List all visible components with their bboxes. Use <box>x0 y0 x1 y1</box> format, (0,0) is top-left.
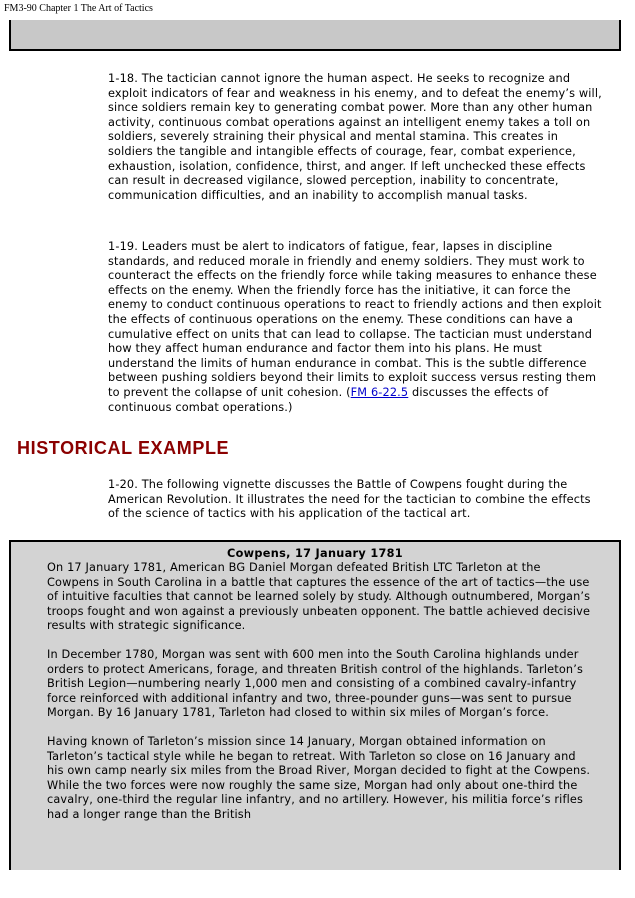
vignette-title: Cowpens, 17 January 1781 <box>227 547 403 560</box>
page-header: FM3-90 Chapter 1 The Art of Tactics <box>4 3 153 14</box>
paragraph-1-18: 1-18. The tactician cannot ignore the human aspect. He seeks to recognize and exploit indicators of fear and weakness in his enemy, and to defeat the enemy’s will, since soldiers remain key to generating combat power. More than any other human activity, continuous combat operations against an intelligent enemy takes a toll on soldiers, severely straining their physical and mental stamina. This creates in soldiers the tangible and intangible effects of courage, fear, combat experience, exhaustion, isolation, confidence, thirst, and anger. If left unchecked these effects can result in decreased vigilance, slowed perception, inability to concentrate, communication difficulties, and an inability to accomplish manual tasks. <box>108 72 602 202</box>
fm-6-22-5-link[interactable]: FM 6-22.5 <box>350 385 409 399</box>
previous-vignette-box-end <box>9 20 621 51</box>
section-heading: HISTORICAL EXAMPLE <box>17 438 230 458</box>
vignette-paragraph: Having known of Tarleton’s mission since 14 January, Morgan obtained information on Tarleton’s tactical style while he began to retreat. With Tarleton so close on 16 January and his own camp nearly six miles from the Broad River, Morgan decided to fight at the Cowpens. While the two forces were now roughly the same size, Morgan had only about one-third the cavalry, one-third the regular line infantry, and no artillery. However, his militia force’s rifles had a longer range than the British <box>47 734 591 821</box>
paragraph-1-19-text-after: discusses the effects of continuous combat operations.) <box>108 385 549 414</box>
cowpens-vignette-box <box>9 540 621 870</box>
vignette-paragraph: In December 1780, Morgan was sent with 600 men into the South Carolina highlands under orders to protect Americans, forage, and threaten British control of the highlands. Tarleton’s British Legion—numbering nearly 1,000 men and consisting of a combined cavalry-infantry force reinforced with additional infantry and two, three-pounder guns—was sent to pursue Morgan. By 16 January 1781, Tarleton had closed to within six miles of Morgan’s force. <box>47 647 583 720</box>
paragraph-1-19-text-before: 1-19. Leaders must be alert to indicators of fatigue, fear, lapses in discipline standards, and reduced morale in friendly and enemy soldiers. They must work to counteract the effects on the friendly force while taking measures to enhance these effects on the enemy. When the friendly force has the initiative, it can force the enemy to conduct continuous operations to react to friendly actions and then exploit the effects of continuous operations on the enemy. These conditions can have a cumulative effect on units that can lead to collapse. The tactician must understand how they affect human endurance and factor them into his plans. He must understand the limits of human endurance in combat. This is the subtle difference between pushing soldiers beyond their limits to exploit success versus resting them to prevent the collapse of unit cohesion. ( <box>108 240 602 399</box>
vignette-paragraph: On 17 January 1781, American BG Daniel Morgan defeated British LTC Tarleton at the Cowpens in South Carolina in a battle that captures the essence of the art of tactics—the use of intuitive faculties that cannot be learned solely by study. Although outnumbered, Morgan’s troops fought and won against a previously unbeaten opponent. The battle achieved decisive results with strategic significance. <box>47 561 591 633</box>
paragraph-1-19 <box>108 240 602 415</box>
paragraph-1-20: 1-20. The following vignette discusses the Battle of Cowpens fought during the American Revolution. It illustrates the need for the tactician to combine the effects of the science of tactics with his application of the tactical art. <box>108 478 591 521</box>
